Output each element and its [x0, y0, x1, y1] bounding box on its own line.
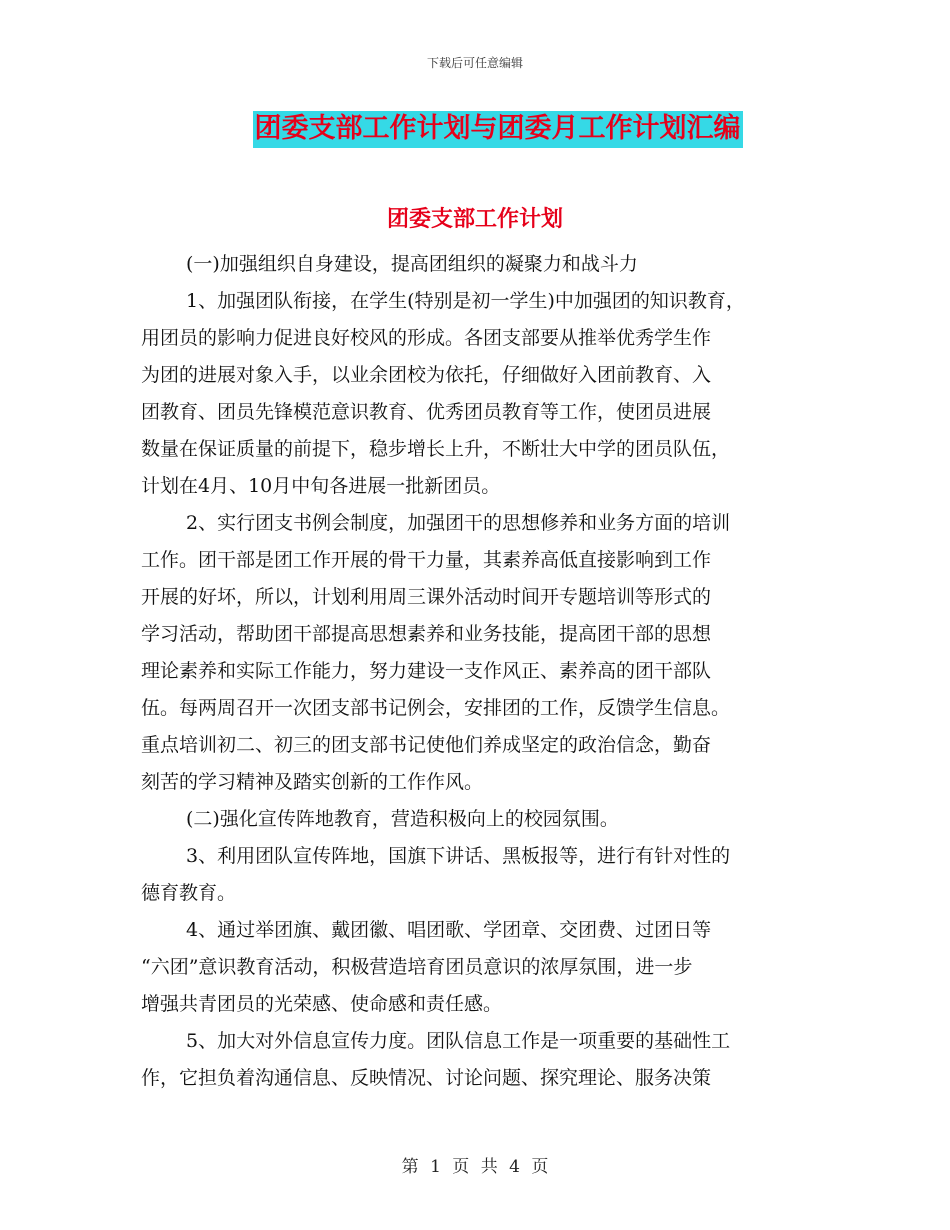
- text-line: 2、实行团支书例会制度，加强团干的思想修养和业务方面的培训: [186, 512, 731, 534]
- text-line: 德育教育。: [141, 882, 237, 904]
- text-line: 计划在4月、10月中旬各进展一批新团员。: [141, 475, 501, 497]
- text-line: 数量在保证质量的前提下，稳步增长上升，不断壮大中学的团员队伍，: [141, 438, 731, 460]
- text-line: 增强共青团员的光荣感、使命感和责任感。: [141, 993, 503, 1015]
- text-line: “六团”意识教育活动，积极营造培育团员意识的浓厚氛围，进一步: [141, 956, 693, 978]
- text-line: (二)强化宣传阵地教育，营造积极向上的校园氛围。: [186, 808, 619, 830]
- text-line: 4、通过举团旗、戴团徽、唱团歌、学团章、交团费、过团日等: [186, 919, 712, 941]
- text-line: 工作。团干部是团工作开展的骨干力量，其素养高低直接影响到工作: [141, 549, 712, 571]
- text-line: (一)加强组织自身建设，提高团组织的凝聚力和战斗力: [186, 253, 638, 275]
- text-line: 重点培训初二、初三的团支部书记使他们养成坚定的政治信念，勤奋: [141, 734, 712, 756]
- text-line: 刻苦的学习精神及踏实创新的工作作风。: [141, 771, 484, 793]
- text-line: 学习活动，帮助团干部提高思想素养和业务技能，提高团干部的思想: [141, 623, 712, 645]
- header-note: 下载后可任意编辑: [426, 56, 523, 70]
- text-line: 3、利用团队宣传阵地，国旗下讲话、黑板报等，进行有针对性的: [186, 845, 731, 867]
- text-line: 开展的好坏，所以，计划利用周三课外活动时间开专题培训等形式的: [141, 586, 712, 608]
- page-footer: 第 1 页 共 4 页: [401, 1157, 549, 1177]
- text-line: 为团的进展对象入手，以业余团校为依托，仔细做好入团前教育、入: [141, 364, 712, 386]
- main-title-container: [0, 111, 950, 148]
- text-line: 5、加大对外信息宣传力度。团队信息工作是一项重要的基础性工: [186, 1030, 731, 1052]
- body-text: [141, 246, 811, 1097]
- text-line: 用团员的影响力促进良好校风的形成。各团支部要从推举优秀学生作: [141, 327, 712, 349]
- main-title: 团委支部工作计划与团委月工作计划汇编: [253, 111, 743, 148]
- text-line: 理论素养和实际工作能力，努力建设一支作风正、素养高的团干部队: [141, 660, 712, 682]
- section-title: 团委支部工作计划: [386, 206, 563, 232]
- text-line: 团教育、团员先锋模范意识教育、优秀团员教育等工作，使团员进展: [141, 401, 712, 423]
- text-line: 伍。每两周召开一次团支部书记例会，安排团的工作，反馈学生信息。: [141, 697, 731, 719]
- text-line: 作，它担负着沟通信息、反映情况、讨论问题、探究理论、服务决策: [141, 1067, 712, 1089]
- text-line: 1、加强团队衔接，在学生(特别是初一学生)中加强团的知识教育，: [186, 290, 745, 312]
